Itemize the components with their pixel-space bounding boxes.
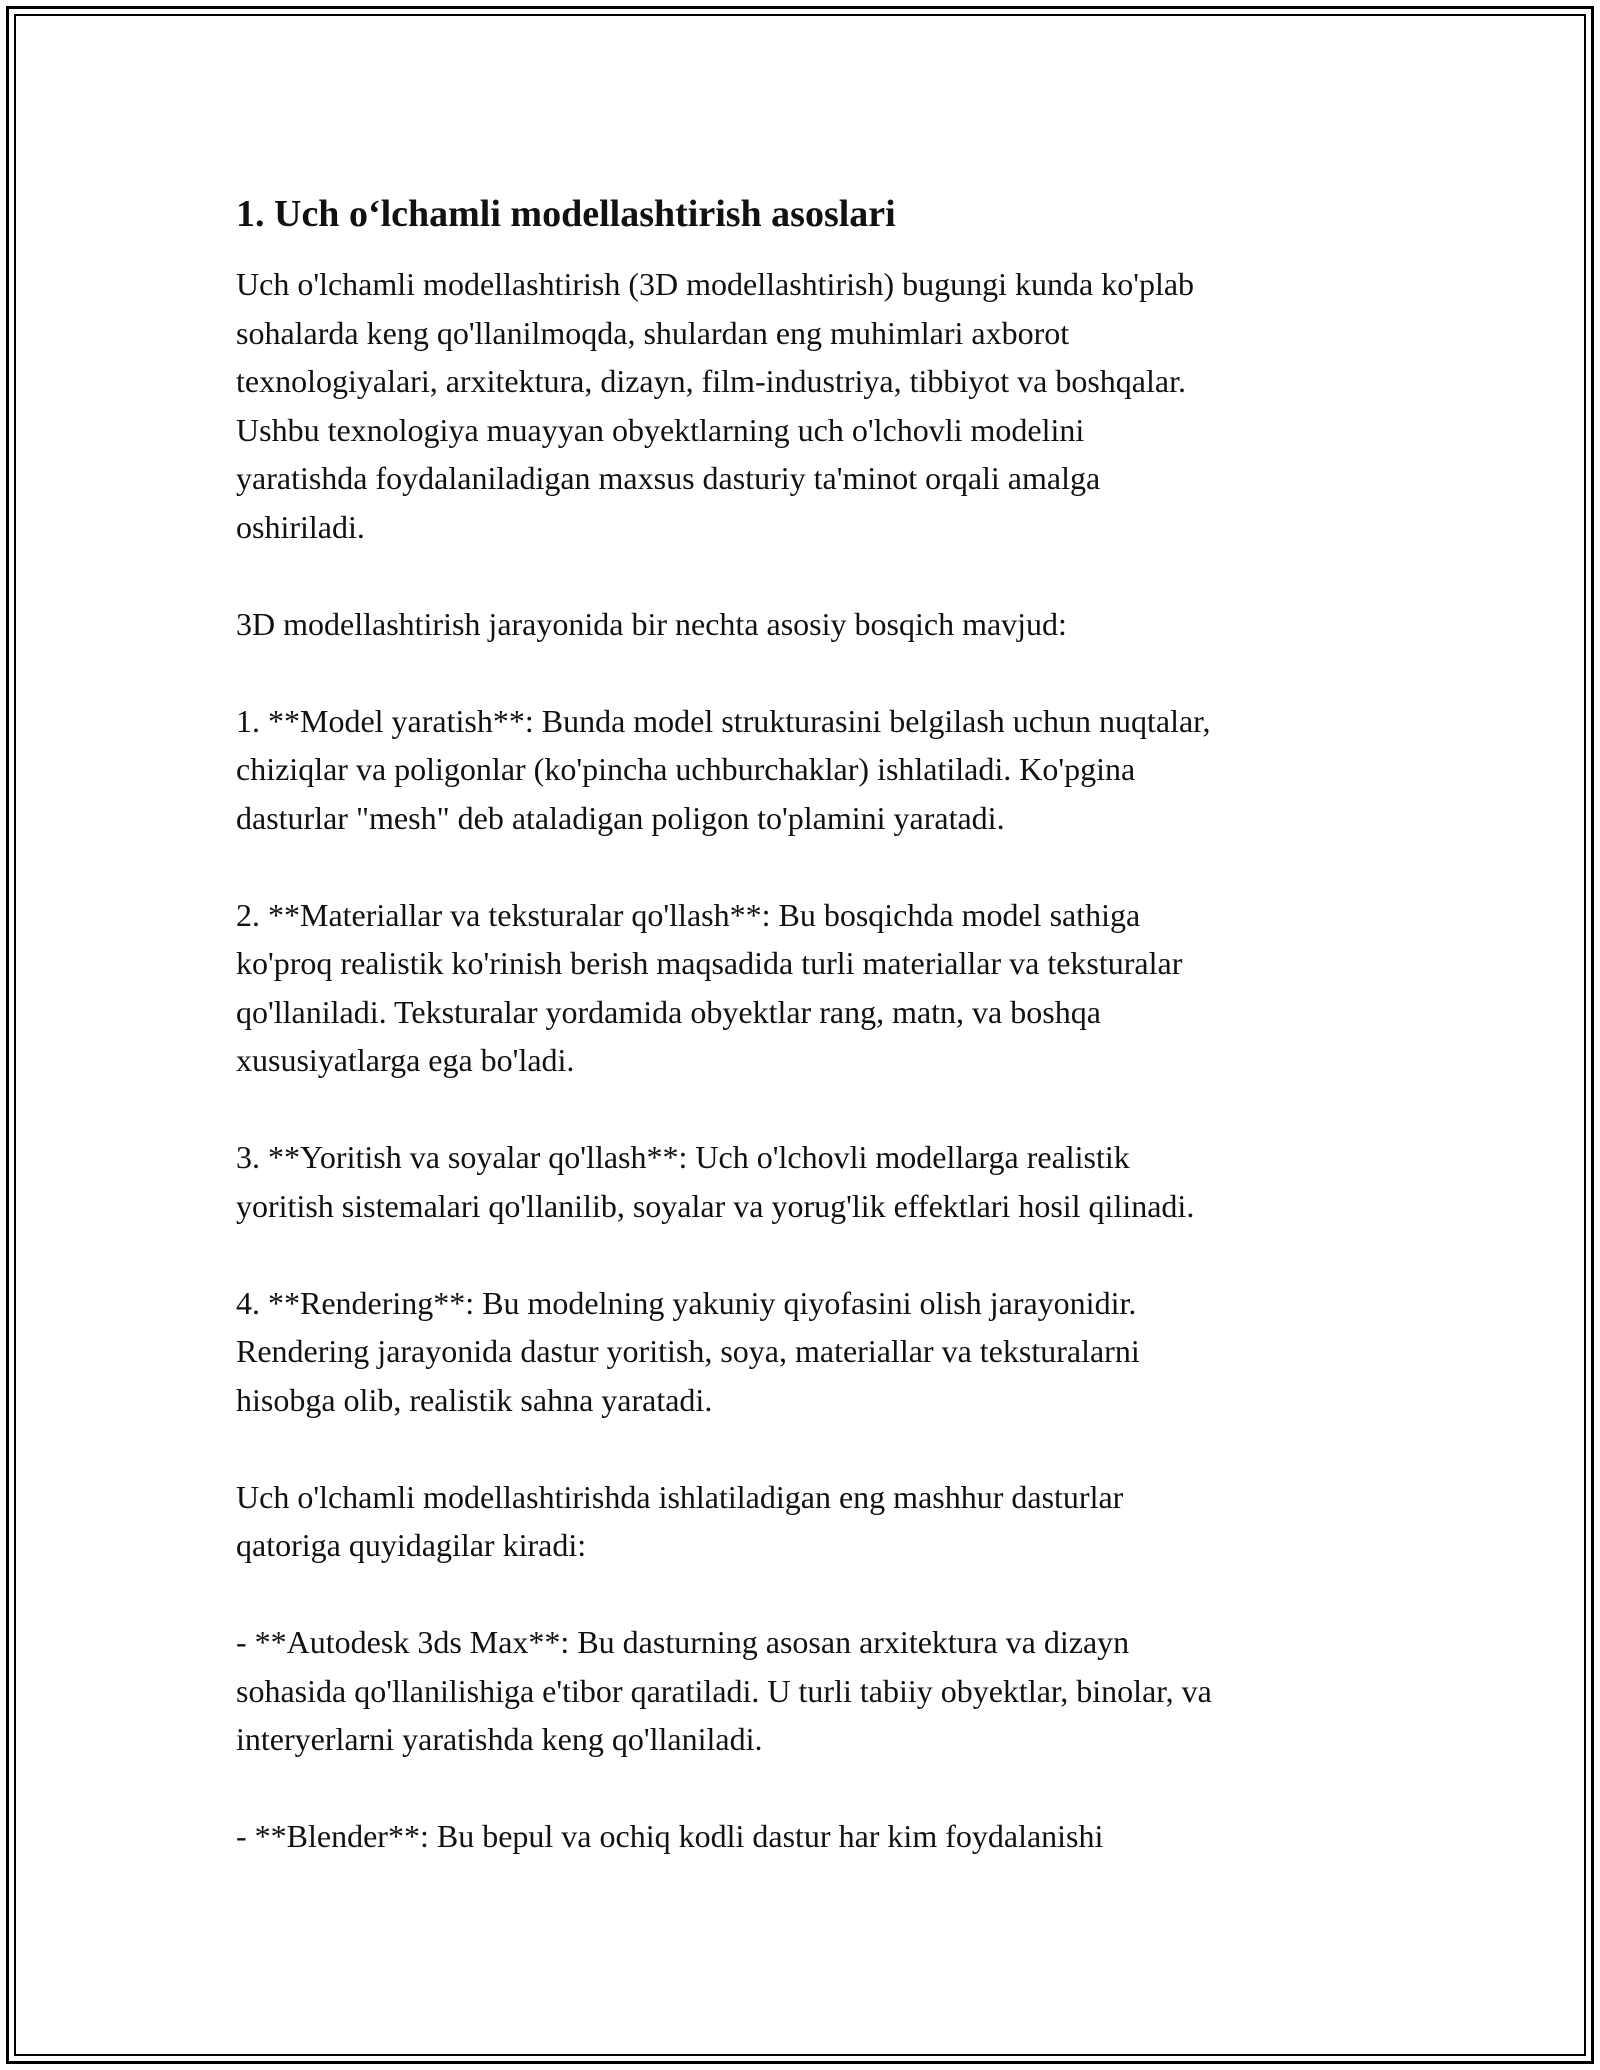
text-line: dasturlar "mesh" deb ataladigan poligon to'plamini yaratadi. [236,799,1005,836]
text-line: chiziqlar va poligonlar (ko'pincha uchburchaklar) ishlatiladi. Ko'pgina [236,751,1136,787]
text-line: oshiriladi. [236,508,365,545]
text-line: 1. **Model yaratish**: Bunda model strukturasini belgilash uchun nuqtalar, [236,702,1211,739]
paragraph [236,260,1396,551]
text-line: xususiyatlarga ega bo'ladi. [236,1042,575,1078]
text-line: 3. **Yoritish va soyalar qo'llash**: Uch o'lchovli modellarga realistik [236,1139,1130,1175]
text-line: - **Blender**: Bu bepul va ochiq kodli dastur har kim foydalanishi [236,1818,1104,1854]
text-line: yaratishda foydalaniladigan maxsus dasturiy ta'minot orqali amalga [236,460,1101,496]
text-line: Uch o'lchamli modellashtirish (3D modellashtirish) bugungi kunda ko'plab [236,266,1195,302]
paragraph [236,1279,1396,1425]
text-line: Ushbu texnologiya muayyan obyektlarning uch o'lchovli modelini [236,411,1085,448]
paragraph [236,1618,1396,1764]
paragraph [236,1812,1396,1861]
text-line: 2. **Materiallar va teksturalar qo'llash**: Bu bosqichda model sathiga [236,896,1141,933]
text-line: interyerlarni yaratishda keng qo'llaniladi. [236,1721,763,1757]
text-line: sohasida qo'llanilishiga e'tibor qaratiladi. U turli tabiiy obyektlar, binolar, va [236,1672,1212,1709]
text-line: Uch o'lchamli modellashtirishda ishlatiladigan eng mashhur dasturlar [236,1478,1124,1515]
text-line: - **Autodesk 3ds Max**: Bu dasturning asosan arxitektura va dizayn [236,1624,1130,1660]
section-heading: 1. Uch o‘lchamli modellashtirish asoslari [236,193,896,235]
paragraph-list [236,260,1396,1861]
text-line: yoritish sistemalari qo'llanilib, soyalar va yorug'lik effektlari hosil qilinadi. [236,1187,1195,1224]
paragraph [236,1133,1396,1230]
text-line: Rendering jarayonida dastur yoritish, soya, materiallar va teksturalarni [236,1333,1140,1369]
paragraph [236,1473,1396,1570]
text-line: 4. **Rendering**: Bu modelning yakuniy qiyofasini olish jarayonidir. [236,1284,1137,1321]
paragraph [236,697,1396,843]
text-line: ko'proq realistik ko'rinish berish maqsadida turli materiallar va teksturalar [236,945,1183,981]
text-line: texnologiyalari, arxitektura, dizayn, film-industriya, tibbiyot va boshqalar. [236,363,1186,399]
paragraph [236,600,1396,649]
text-line: qo'llaniladi. Teksturalar yordamida obyektlar rang, matn, va boshqa [236,993,1101,1030]
text-line: hisobga olib, realistik sahna yaratadi. [236,1381,713,1418]
text-line: qatoriga quyidagilar kiradi: [236,1527,587,1563]
text-line: 3D modellashtirish jarayonida bir nechta asosiy bosqich mavjud: [236,605,1067,642]
document-body [236,188,1396,1909]
text-line: sohalarda keng qo'llanilmoqda, shulardan eng muhimlari axborot [236,314,1070,351]
paragraph [236,891,1396,1085]
